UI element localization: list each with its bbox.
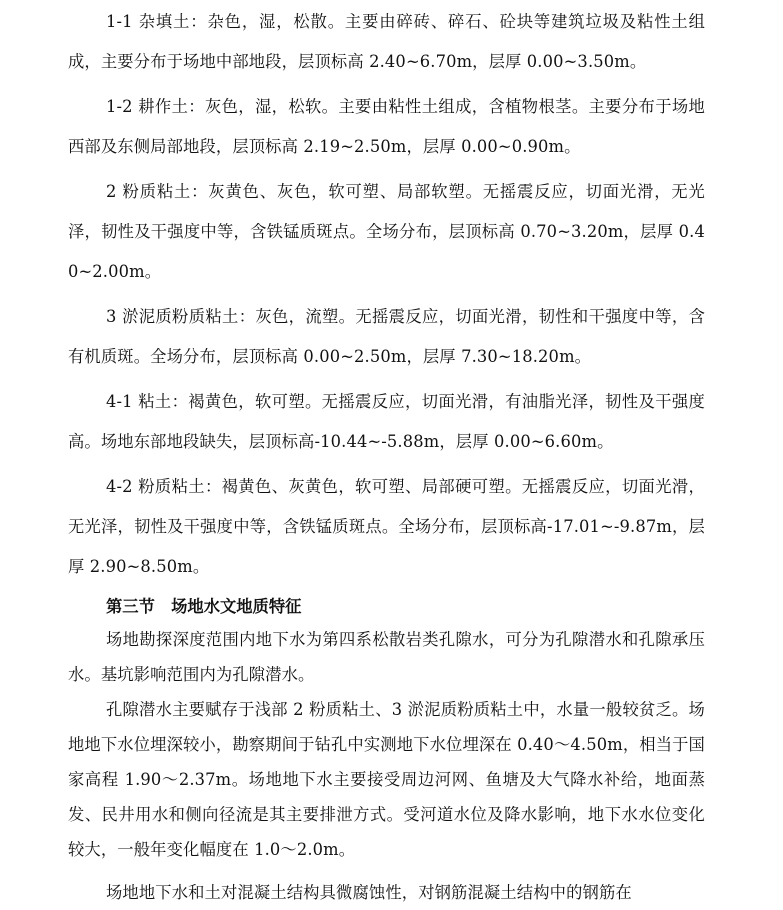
section-heading: 第三节 场地水文地质特征 <box>106 597 302 616</box>
paragraph-muddy-silty-clay-3: 3 淤泥质粉质粘土：灰色，流塑。无摇震反应，切面光滑，韧性和干强度中等，含有机质斑。全场分布，层顶标高 0.00~2.50m，层厚 7.30~18.20m。 <box>68 307 705 366</box>
paragraph-cultivated-soil: 1-2 耕作土：灰色，湿，松软。主要由粘性土组成，含植物根茎。主要分布于场地西部及东侧局部地段，层顶标高 2.19~2.50m，层厚 0.00~0.90m。 <box>68 97 705 156</box>
paragraph-silty-clay-4-2: 4-2 粉质粘土：褐黄色、灰黄色，软可塑、局部硬可塑。无摇震反应，切面光滑，无光泽，韧性及干强度中等，含铁锰质斑点。全场分布，层顶标高-17.01~-9.87m，层厚 2.90~8.50m。 <box>68 477 705 576</box>
paragraph-fill-soil: 1-1 杂填土：杂色，湿，松散。主要由碎砖、碎石、砼块等建筑垃圾及粘性土组成，主要分布于场地中部地段，层顶标高 2.40~6.70m，层厚 0.00~3.50m。 <box>68 12 705 71</box>
paragraph-clay-4-1: 4-1 粘土：褐黄色，软可塑。无摇震反应，切面光滑，有油脂光泽，韧性及干强度高。场地东部地段缺失，层顶标高-10.44~-5.88m，层厚 0.00~6.60m。 <box>68 392 705 451</box>
paragraph-corrosivity: 场地地下水和土对混凝土结构具微腐蚀性，对钢筋混凝土结构中的钢筋在 <box>106 883 632 902</box>
paragraph-phreatic-water: 孔隙潜水主要赋存于浅部 2 粉质粘土、3 淤泥质粉质粘土中，水量一般较贫乏。场地地下水位埋深较小，勘察期间于钻孔中实测地下水位埋深在 0.40～4.50m，相当于国家高程 1.90～2.37m。场地地下水主要接受周边河网、鱼塘及大气降水补给，地面蒸发、民井用水和侧向径流是其主要排泄方式。受河道水位及降水影响，地下水水位变化较大，一般年变化幅度在 1.0～2.0m。 <box>68 700 705 859</box>
paragraph-groundwater-type: 场地勘探深度范围内地下水为第四系松散岩类孔隙水，可分为孔隙潜水和孔隙承压水。基坑影响范围内为孔隙潜水。 <box>68 630 705 684</box>
paragraph-silty-clay-2: 2 粉质粘土：灰黄色、灰色，软可塑、局部软塑。无摇震反应，切面光滑，无光泽，韧性及干强度中等，含铁锰质斑点。全场分布，层顶标高 0.70~3.20m，层厚 0.40~2.00m。 <box>68 182 705 281</box>
